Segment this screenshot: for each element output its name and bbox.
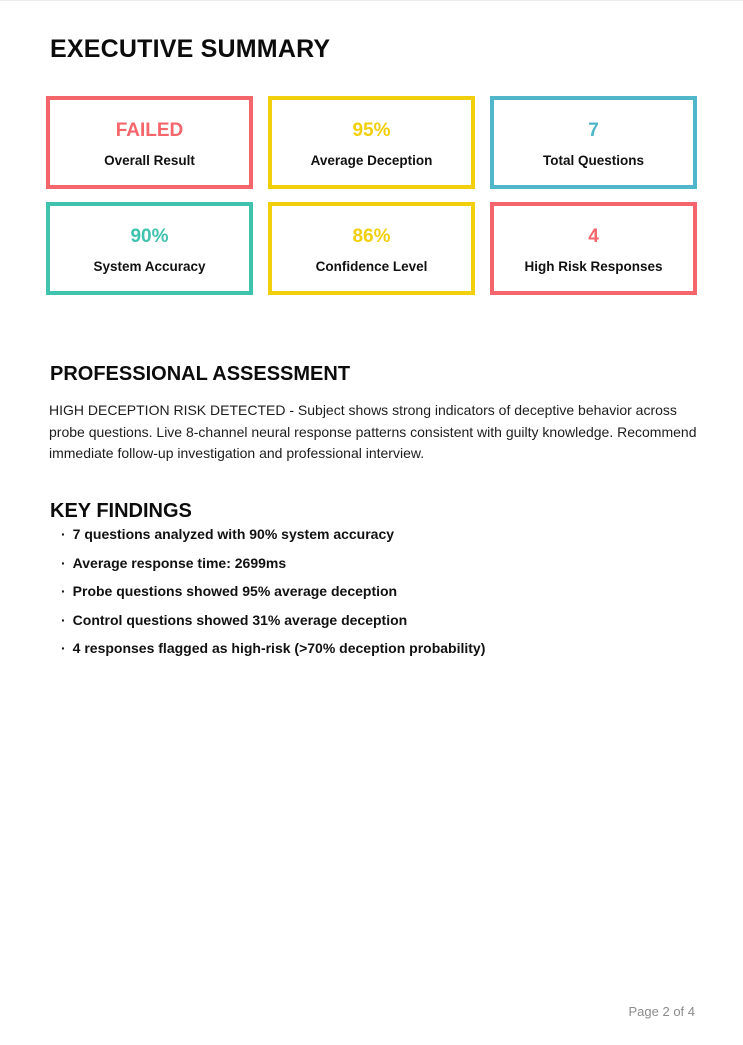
- key-findings-heading: KEY FINDINGS: [50, 499, 192, 522]
- stat-card-total-questions: [490, 96, 697, 189]
- page-title: EXECUTIVE SUMMARY: [50, 34, 331, 63]
- page-number: Page 2 of 4: [628, 1004, 695, 1019]
- stat-value: 7: [588, 120, 599, 141]
- key-finding-item: · Probe questions showed 95% average deception: [61, 581, 681, 601]
- summary-cards-grid: [46, 96, 697, 295]
- stat-value: FAILED: [115, 120, 184, 141]
- stat-card-overall-result: [46, 96, 253, 189]
- stat-label: Overall Result: [104, 153, 195, 168]
- stat-card-high-risk-responses: [490, 202, 697, 295]
- stat-value: 95%: [352, 120, 391, 141]
- key-finding-item: · 4 responses flagged as high-risk (>70% deception probability): [61, 638, 681, 658]
- stat-card-average-deception: [268, 96, 475, 189]
- key-finding-item: · Average response time: 2699ms: [61, 553, 681, 573]
- stat-value: 90%: [130, 226, 169, 247]
- professional-assessment-body: HIGH DECEPTION RISK DETECTED - Subject shows strong indicators of deceptive behavior across probe questions. Live 8-channel neural response patterns consistent with guilty knowledge. Recommend immediate follow-up investigation and professional interview.: [49, 402, 697, 461]
- key-finding-item: · Control questions showed 31% average deception: [61, 610, 681, 630]
- professional-assessment-heading: PROFESSIONAL ASSESSMENT: [50, 362, 351, 385]
- stat-label: Confidence Level: [315, 259, 428, 274]
- stat-card-confidence-level: [268, 202, 475, 295]
- stat-label: System Accuracy: [93, 259, 206, 274]
- key-findings-list: [61, 524, 681, 667]
- stat-card-system-accuracy: [46, 202, 253, 295]
- stat-label: Total Questions: [542, 153, 644, 168]
- stat-value: 86%: [352, 226, 391, 247]
- stat-value: 4: [588, 226, 599, 247]
- key-finding-item: · 7 questions analyzed with 90% system accuracy: [61, 524, 681, 544]
- stat-label: Average Deception: [310, 153, 433, 168]
- stat-label: High Risk Responses: [524, 259, 663, 274]
